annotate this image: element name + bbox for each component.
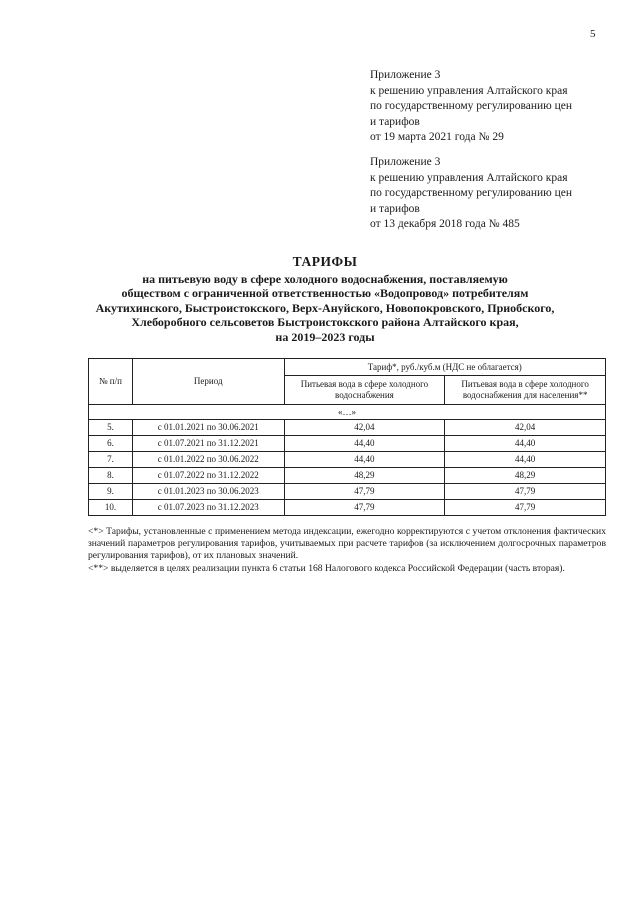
header-number: № п/п (89, 359, 133, 405)
row-number: 5. (89, 420, 133, 436)
appendix-line: Приложение 3 (370, 69, 441, 81)
row-period: с 01.01.2023 по 30.06.2023 (132, 484, 284, 500)
row-tariff-general: 47,79 (284, 484, 445, 500)
appendix-current (370, 68, 572, 146)
table-row (89, 484, 606, 500)
table-row (89, 452, 606, 468)
appendix-line: Приложение 3 (370, 156, 441, 168)
row-period: с 01.01.2021 по 30.06.2021 (132, 420, 284, 436)
appendix-line: по государственному регулированию цен (370, 187, 573, 199)
row-tariff-population: 47,79 (445, 484, 606, 500)
appendix-line: и тарифов (370, 202, 420, 215)
row-number: 10. (89, 500, 133, 516)
ellipsis-row: «…» (89, 405, 606, 420)
row-tariff-general: 42,04 (284, 420, 445, 436)
appendix-line: к решению управления Алтайского края (370, 84, 568, 97)
title-line: Хлеборобного сельсоветов Быстроистокского района Алтайского края, (131, 315, 519, 330)
row-tariff-population: 44,40 (445, 436, 606, 452)
title-line: Акутихинского, Быстроистокского, Верх-Ануйского, Новопокровского, Приобского, (95, 300, 555, 315)
row-tariff-population: 47,79 (445, 500, 606, 516)
row-number: 9. (89, 484, 133, 500)
title-line: обществом с ограниченной ответственностью «Водопровод» потребителям (121, 286, 529, 301)
row-period: с 01.01.2022 по 30.06.2022 (132, 452, 284, 468)
footnotes (88, 526, 606, 575)
row-tariff-general: 44,40 (284, 452, 445, 468)
appendix-line: и тарифов (370, 115, 420, 128)
appendix-line: к решению управления Алтайского края (370, 171, 568, 184)
row-tariff-general: 48,29 (284, 468, 445, 484)
row-number: 6. (89, 436, 133, 452)
row-tariff-general: 47,79 (284, 500, 445, 516)
header-period: Период (132, 359, 284, 405)
row-tariff-population: 48,29 (445, 468, 606, 484)
page-number: 5 (590, 28, 596, 40)
appendix-line: по государственному регулированию цен (370, 100, 573, 112)
row-tariff-general: 44,40 (284, 436, 445, 452)
row-period: с 01.07.2023 по 31.12.2023 (132, 500, 284, 516)
table-row (89, 468, 606, 484)
header-tariff-population: Питьевая вода в сфере холодного водоснабжения для населения** (445, 376, 606, 405)
header-tariff-general: Питьевая вода в сфере холодного водоснабжения (284, 376, 445, 405)
appendix-previous (370, 155, 572, 233)
document-title (60, 255, 590, 345)
appendix-line: от 13 декабря 2018 года № 485 (370, 218, 520, 230)
title-line: на 2019–2023 годы (275, 329, 375, 344)
footnote-1: <*> Тарифы, установленные с применением метода индексации, ежегодно корректируются с учетом отклонения фактических значений параметров регулирования тарифов, учитываемых при расчете тарифов (за исключением долгосрочных параметров регулирования тарифов), от их плановых значений. (88, 526, 606, 562)
row-number: 7. (89, 452, 133, 468)
table-row (89, 436, 606, 452)
row-tariff-population: 44,40 (445, 452, 606, 468)
footnote-2: <**> выделяется в целях реализации пункта 6 статьи 168 Налогового кодекса Российской Федерации (часть вторая). (88, 562, 565, 574)
row-period: с 01.07.2022 по 31.12.2022 (132, 468, 284, 484)
row-tariff-population: 42,04 (445, 420, 606, 436)
appendix-line: от 19 марта 2021 года № 29 (370, 131, 504, 143)
header-tariff-group: Тариф*, руб./куб.м (НДС не облагается) (284, 359, 605, 376)
row-period: с 01.07.2021 по 31.12.2021 (132, 436, 284, 452)
row-number: 8. (89, 468, 133, 484)
table-row (89, 420, 606, 436)
title-main: ТАРИФЫ (292, 254, 358, 269)
tariff-table (88, 358, 606, 516)
title-line: на питьевую воду в сфере холодного водоснабжения, поставляемую (142, 271, 508, 286)
table-row (89, 500, 606, 516)
